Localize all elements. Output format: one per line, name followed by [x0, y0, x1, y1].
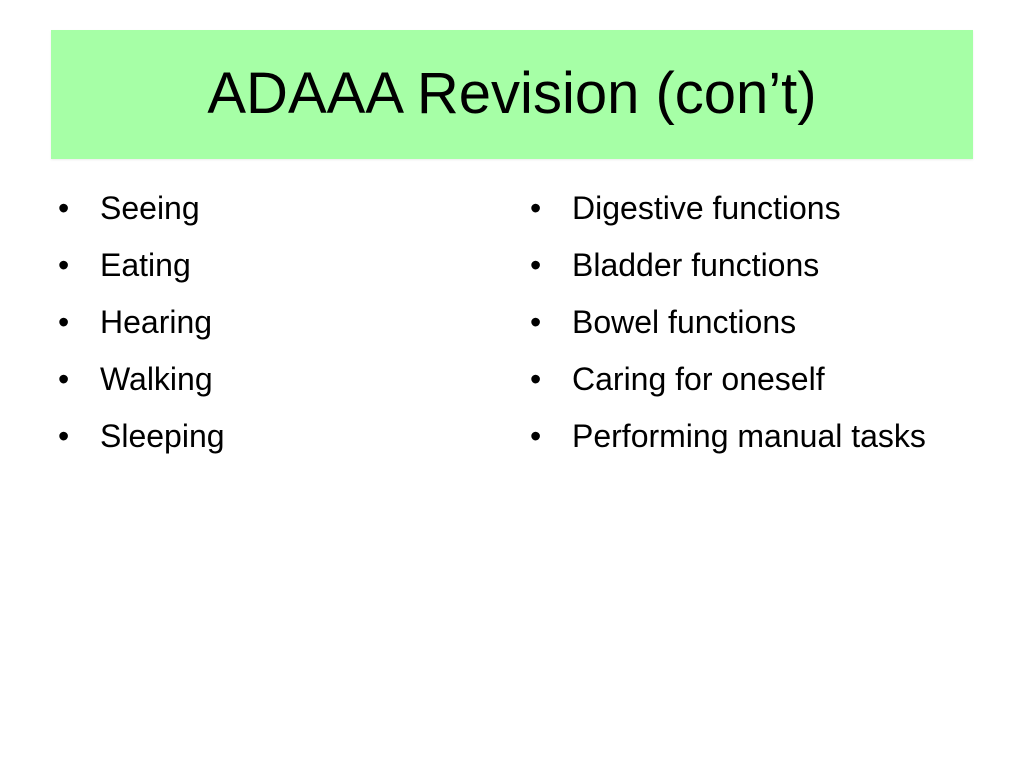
bullet-icon: •	[530, 190, 542, 226]
bullet-icon: •	[58, 304, 70, 340]
list-item	[530, 361, 930, 398]
list-item-label: Eating	[100, 247, 191, 283]
list-item-label: Digestive functions	[572, 190, 841, 226]
slide-title: ADAAA Revision (con’t)	[207, 60, 817, 126]
bullet-icon: •	[530, 304, 542, 340]
list-item	[530, 247, 930, 284]
bullet-icon: •	[58, 418, 70, 454]
bullet-icon: •	[530, 418, 542, 454]
list-item	[58, 304, 478, 341]
bullet-icon: •	[530, 361, 542, 397]
bullet-icon: •	[58, 247, 70, 283]
title-bar	[51, 30, 973, 159]
bullet-icon: •	[58, 361, 70, 397]
right-bullet-list	[530, 190, 930, 475]
list-item-label: Hearing	[100, 304, 213, 340]
bullet-icon: •	[530, 247, 542, 283]
list-item-label: Bowel functions	[572, 304, 797, 340]
list-item-label: Caring for oneself	[572, 361, 825, 397]
list-item	[530, 190, 930, 227]
list-item	[58, 247, 478, 284]
list-item	[530, 304, 930, 341]
list-item-label: Bladder functions	[572, 247, 820, 283]
list-item	[58, 190, 478, 227]
list-item-label: Seeing	[100, 190, 200, 226]
list-item	[58, 418, 478, 455]
list-item	[58, 361, 478, 398]
list-item-label: Walking	[100, 361, 213, 397]
left-bullet-list	[58, 190, 478, 475]
list-item-label: Performing manual tasks	[572, 418, 926, 454]
list-item	[530, 418, 930, 455]
bullet-icon: •	[58, 190, 70, 226]
list-item-label: Sleeping	[100, 418, 225, 454]
